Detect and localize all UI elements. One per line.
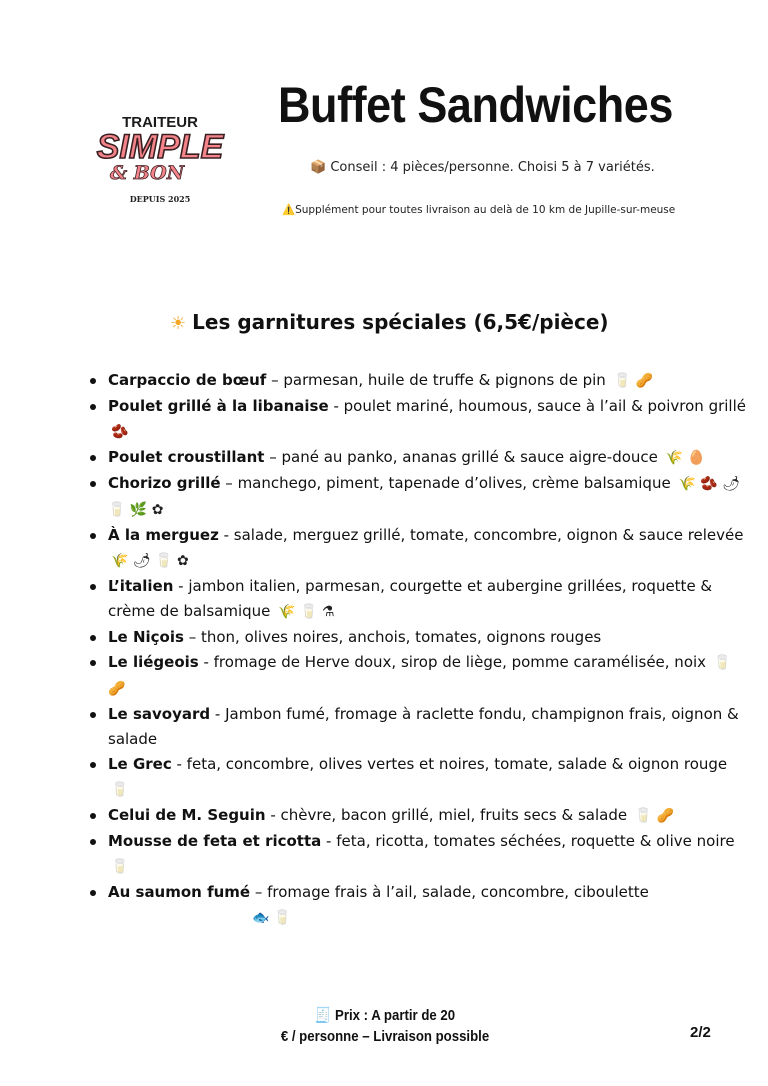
list-item <box>86 803 746 829</box>
list-item <box>86 445 746 471</box>
supplement-notice: ⚠️Supplément pour toutes livraison au delà de 10 km de Jupille-sur-meuse <box>282 204 676 216</box>
item-desc: – parmesan, huile de truffe & pignons de pin <box>266 371 606 389</box>
item-desc: - jambon italien, parmesan, courgette et aubergine grillées, roquette & crème de balsamique <box>108 577 713 620</box>
item-desc: - feta, concombre, olives vertes et noires, tomate, salade & oignon rouge <box>171 755 728 773</box>
logo-line-simple: SIMPLE <box>96 128 224 166</box>
item-name: À la merguez <box>108 526 219 544</box>
item-desc: – thon, olives noires, anchois, tomates, oignons rouges <box>183 628 602 646</box>
allergen-icons: 🫘 <box>111 424 129 440</box>
list-item <box>86 471 746 523</box>
item-desc: – manchego, piment, tapenade d’olives, crème balsamique <box>220 474 671 492</box>
sun-icon: ☀ <box>170 313 187 334</box>
allergen-icons: 🥛 <box>111 782 129 798</box>
item-name: Poulet croustillant <box>108 448 265 466</box>
item-desc: – pané au panko, ananas grillé & sauce aigre-douce <box>264 448 658 466</box>
item-desc: - fromage de Herve doux, sirop de liège, pomme caramélisée, noix <box>198 653 707 671</box>
list-item <box>86 880 746 931</box>
item-desc: – fromage frais à l’ail, salade, concombre, ciboulette <box>250 883 649 901</box>
item-name: Le liégeois <box>108 653 199 671</box>
traiteur-logo <box>80 114 240 210</box>
item-name: L’italien <box>108 577 174 595</box>
list-item <box>86 752 746 803</box>
list-item <box>86 702 746 752</box>
list-item <box>86 625 746 650</box>
allergen-icons: 🐟 🥛 <box>252 910 292 926</box>
logo-line-traiteur: TRAITEUR <box>122 114 198 131</box>
price-footer <box>275 1005 495 1047</box>
allergen-icons: 🥛 🥜 <box>613 373 653 389</box>
item-name: Mousse de feta et ricotta <box>108 832 322 850</box>
item-name: Le savoyard <box>108 705 211 723</box>
allergen-icons: 🥛 🥜 <box>108 655 732 697</box>
allergen-icons: 🌾 🥛 ⚗ <box>278 604 335 620</box>
item-name: Le Grec <box>108 755 172 773</box>
section-heading <box>170 310 609 334</box>
logo-line-depuis: DEPUIS 2025 <box>129 194 191 204</box>
allergen-icons: 🥛 <box>111 859 129 875</box>
item-desc: - chèvre, bacon grillé, miel, fruits secs & salade <box>265 806 628 824</box>
list-item <box>86 394 746 445</box>
item-name: Celui de M. Seguin <box>108 806 266 824</box>
sandwich-list <box>86 368 746 931</box>
item-desc: - salade, merguez grillé, tomate, concombre, oignon & sauce relevée <box>218 526 744 544</box>
item-desc: - feta, ricotta, tomates séchées, roquette & olive noire <box>321 832 735 850</box>
allergen-icons: 🥛 🥜 <box>634 808 675 824</box>
page-title: Buffet Sandwiches <box>278 77 673 133</box>
list-item <box>86 829 746 880</box>
page-number: 2/2 <box>690 1024 711 1041</box>
conseil-text: 📦 Conseil : 4 pièces/personne. Choisi 5 à 7 variétés. <box>310 160 655 175</box>
logo-line-bon: & BON <box>110 162 185 184</box>
list-item <box>86 523 746 574</box>
item-name: Carpaccio de bœuf <box>108 371 267 389</box>
list-item <box>86 368 746 394</box>
section-title: Les garnitures spéciales (6,5€/pièce) <box>192 310 609 334</box>
allergen-icons: 🌾 🫘 🌶 🥛 🌿 ✿ <box>108 476 741 518</box>
item-name: Le Niçois <box>108 628 184 646</box>
list-item <box>86 574 746 625</box>
item-name: Poulet grillé à la libanaise <box>108 397 329 415</box>
allergen-icons: 🌾 🌶 🥛 ✿ <box>111 553 189 569</box>
price-line-2: € / personne – Livraison possible <box>280 1028 490 1045</box>
item-name: Chorizo grillé <box>108 474 221 492</box>
list-item <box>86 650 746 702</box>
item-desc: - poulet mariné, houmous, sauce à l’ail & poivron grillé <box>328 397 746 415</box>
price-line-1: 🧾 Prix : A partir de 20 <box>314 1007 456 1024</box>
item-desc: - Jambon fumé, fromage à raclette fondu, champignon frais, oignon & salade <box>108 705 739 748</box>
item-name: Au saumon fumé <box>108 883 251 901</box>
allergen-icons: 🌾 🥚 <box>665 450 705 466</box>
